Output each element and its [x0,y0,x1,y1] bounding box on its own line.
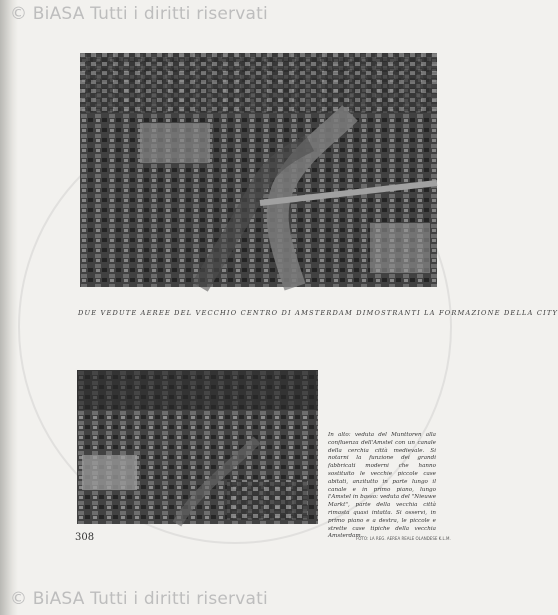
aerial-photo-bottom-image [77,370,318,524]
aerial-photo-bottom [77,370,318,524]
aerial-photo-top [80,53,437,287]
photo-caption: DUE VEDUTE AEREE DEL VECCHIO CENTRO DI AMSTERDAM DIMOSTRANTI LA FORMAZIONE DELLA CITY [78,309,558,317]
page-number: 308 [75,532,95,543]
binding-shadow [0,0,18,615]
photo-credit: FOTO: LA REG. AEREA REALE OLANDESE K.L.M. [356,536,451,541]
side-description: In alto: veduta del Munttoren alla confluenza dell'Amstel con un canale della cerchia città medievale. Si notarni la funzione dei grandi fabbricati moderni che hanno sostituito le vecchie piccole case abitati, anzitutto in parte lungo il canale e in primo piano, lungo l'Amstel in basso: veduta del "Nieuwe Markt", parte della vecchia città rimasta quasi intatta. Si osservi, in primo piano e a destra, le piccole e strette case tipiche della vecchia Amsterdam. [328,432,436,540]
aerial-photo-top-image [80,53,437,287]
watermark-top: © BiASA Tutti i diritti riservati [10,4,268,24]
watermark-bottom: © BiASA Tutti i diritti riservati [10,589,268,609]
